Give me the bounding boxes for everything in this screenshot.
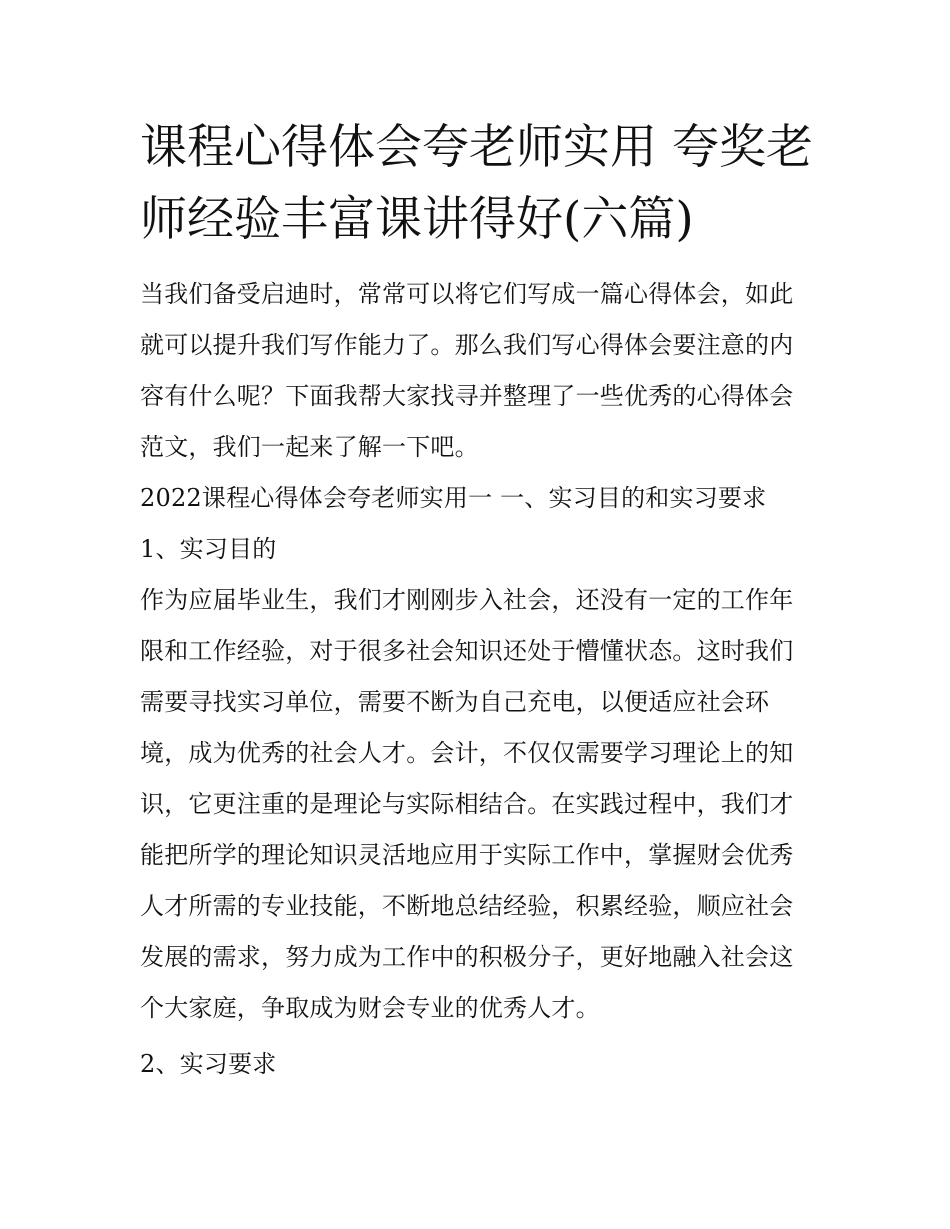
sub-heading-requirements: 2、实习要求 [140, 1050, 277, 1078]
sub-heading-purpose: 1、实习目的 [140, 535, 277, 563]
section-heading: 2022课程心得体会夸老师实用一 一、实习目的和实习要求 [140, 484, 767, 512]
intro-paragraph: 当我们备受启迪时，常常可以将它们写成一篇心得体会，如此就可以提升我们写作能力了。那么我们写心得体会要注意的内容有什么呢？下面我帮大家找寻并整理了一些优秀的心得体会范文，我们一起来了解一下吧。 [140, 280, 794, 461]
body-paragraph: 作为应届毕业生，我们才刚刚步入社会，还没有一定的工作年限和工作经验，对于很多社会知识还处于懵懂状态。这时我们需要寻找实习单位，需要不断为自己充电，以便适应社会环境，成为优秀的社会人才。会计，不仅仅需要学习理论上的知识，它更注重的是理论与实际相结合。在实践过程中，我们才能把所学的理论知识灵活地应用于实际工作中，掌握财会优秀人才所需的专业技能，不断地总结经验，积累经验，顺应社会发展的需求，努力成为工作中的积极分子，更好地融入社会这个大家庭，争取成为财会专业的优秀人才。 [140, 586, 794, 1022]
document-title: 课程心得体会夸老师实用 夸奖老师经验丰富课讲得好(六篇) [140, 120, 813, 247]
document-page [140, 112, 816, 1090]
